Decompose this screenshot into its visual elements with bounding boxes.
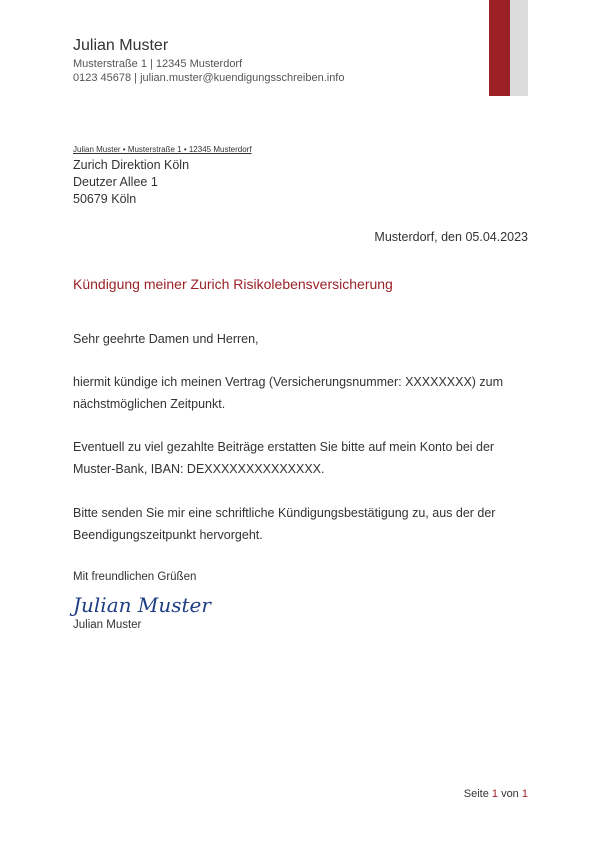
accent-bar-grey (510, 0, 528, 96)
closing-phrase: Mit freundlichen Grüßen (73, 571, 197, 583)
page-footer (464, 788, 528, 800)
sender-name: Julian Muster (73, 37, 169, 54)
letter-subject: Kündigung meiner Zurich Risikolebensversicherung (73, 276, 393, 292)
body-paragraph-1: hiermit kündige ich meinen Vertrag (Versicherungsnummer: XXXXXXXX) zum nächstmöglichen Zeitpunkt. (73, 375, 504, 411)
body-paragraph-3: Bitte senden Sie mir eine schriftliche Kündigungsbestätigung zu, aus der der Beendigungszeitpunkt hervorgeht. (73, 506, 496, 542)
return-address-line: Julian Muster • Musterstraße 1 • 12345 Musterdorf (73, 145, 252, 154)
page-word: Seite (463, 788, 489, 800)
recipient-line-3: 50679 Köln (73, 192, 137, 206)
sender-contact: 0123 45678 | julian.muster@kuendigungsschreiben.info (73, 72, 345, 84)
printed-name: Julian Muster (73, 619, 142, 631)
recipient-line-1: Zurich Direktion Köln (73, 158, 190, 172)
letter-date: Musterdorf, den 05.04.2023 (374, 230, 528, 244)
recipient-line-2: Deutzer Allee 1 (73, 175, 158, 189)
body-paragraph-2: Eventuell zu viel gezahlte Beiträge erstatten Sie bitte auf mein Konto bei der Muster-Bank, IBAN: DEXXXXXXXXXXXXXX. (73, 440, 495, 476)
handwritten-signature: Julian Muster (73, 593, 211, 617)
accent-bar-red (489, 0, 510, 96)
total-pages-number: 1 (521, 788, 528, 800)
salutation: Sehr geehrte Damen und Herren, (73, 332, 259, 346)
of-word: von (501, 788, 519, 800)
current-page-number: 1 (491, 788, 498, 800)
sender-address: Musterstraße 1 | 12345 Musterdorf (73, 58, 243, 70)
